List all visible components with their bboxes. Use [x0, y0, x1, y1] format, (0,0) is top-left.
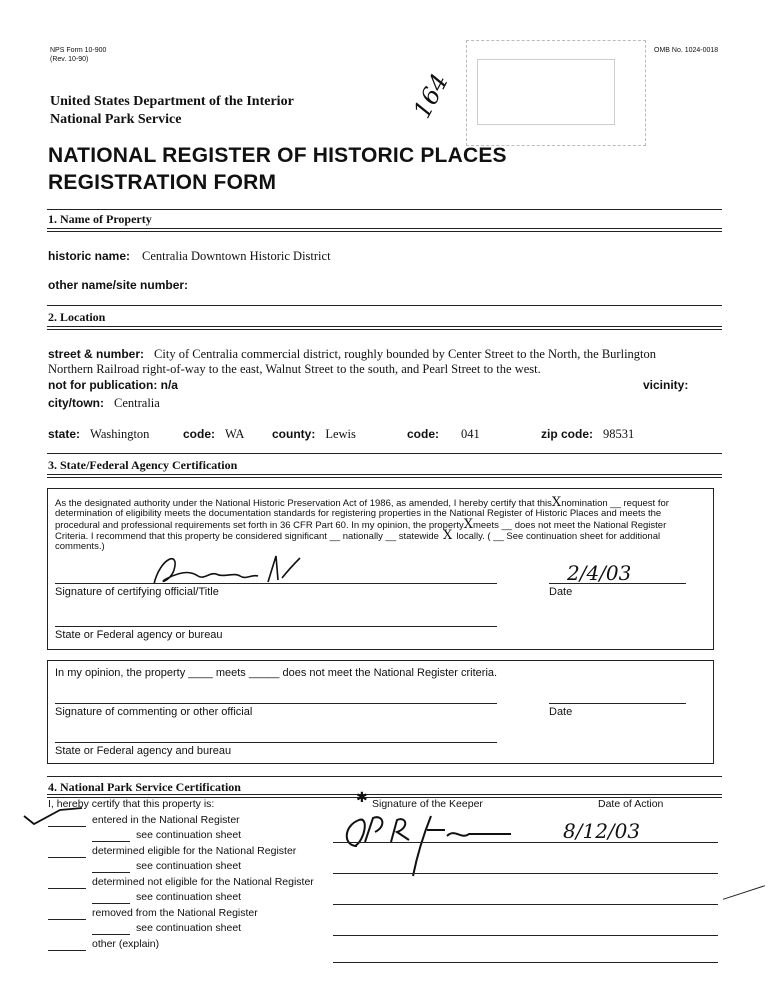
checkbox-line[interactable]: [92, 841, 130, 842]
handwritten-number: 164: [407, 69, 455, 123]
historic-name-value: Centralia Downtown Historic District: [142, 249, 331, 263]
item-removed-sub: see continuation sheet: [136, 922, 242, 934]
street-value-line2: Northern Railroad right-of-way to the east, Walnut Street to the south, and Pearl Street to the west.: [48, 362, 541, 376]
historic-name-row: [48, 247, 331, 265]
opinion-text: In my opinion, the property ____ meets _____ does not meet the National Register criteria.: [55, 667, 498, 679]
divider: [47, 305, 722, 306]
date-action-label: Date of Action: [598, 798, 664, 810]
keeper-arrow-icon: ✱: [356, 790, 368, 806]
cert-agency-label: State or Federal agency or bureau: [55, 629, 223, 641]
not-for-publication: not for publication: n/a: [48, 378, 178, 392]
department-name: United States Department of the Interior: [50, 94, 294, 109]
city-row: [48, 394, 160, 412]
cert-text-1b: nomination __ request for: [561, 498, 669, 509]
cert-text-line5: comments.): [55, 541, 105, 552]
section4-heading: 4. National Park Service Certification: [48, 780, 241, 794]
street-label: street & number:: [48, 347, 145, 361]
state-code-label: code:: [183, 427, 216, 441]
omb-number: OMB No. 1024-0018: [654, 47, 719, 54]
item-entered: entered in the National Register: [92, 814, 240, 826]
checkmark-icon: [20, 806, 86, 828]
item-removed: removed from the National Register: [92, 907, 258, 919]
form-title-line2: REGISTRATION FORM: [48, 171, 277, 194]
item-not-eligible: determined not eligible for the National Register: [92, 876, 314, 888]
city-label: city/town:: [48, 396, 104, 410]
cert-text-4a: Criteria. I recommend that this property be considered significant __ nationally __ statewide: [55, 531, 439, 542]
state-value: Washington: [90, 427, 150, 441]
divider: [47, 474, 722, 478]
form-id: NPS Form 10-900: [50, 47, 107, 54]
service-name: National Park Service: [50, 112, 182, 127]
county-label: county:: [272, 427, 316, 441]
checkbox-line[interactable]: [92, 872, 130, 873]
cert-text-3: procedural and professional requirements set forth in 36 CFR Part 60. In my opinion, the property: [55, 520, 464, 531]
state-code-field: [183, 425, 244, 443]
divider: [47, 326, 722, 330]
checkbox-line[interactable]: [48, 919, 86, 920]
cert-text-line2: determination of eligibility meets the documentation standards for registering properties in the National Register of Historic Places and meets the: [55, 508, 662, 519]
checkbox-line[interactable]: [92, 903, 130, 904]
county-code-label: code:: [407, 427, 440, 441]
other-name-label: other name/site number:: [48, 278, 189, 292]
county-value: Lewis: [325, 427, 356, 441]
state-label: state:: [48, 427, 81, 441]
agency-line: [55, 742, 497, 743]
vicinity-label: vicinity:: [643, 378, 689, 392]
cert-date-handwritten: 2/4/03: [567, 561, 632, 585]
checkbox-line[interactable]: [92, 934, 130, 935]
divider: [47, 776, 722, 777]
city-value: Centralia: [114, 396, 160, 410]
item-eligible: determined eligible for the National Register: [92, 845, 297, 857]
date-action-handwritten: 8/12/03: [563, 819, 641, 843]
signature-line: [55, 703, 497, 704]
sig-certifying-label: Signature of certifying official/Title: [55, 586, 219, 598]
section3-heading: 3. State/Federal Agency Certification: [48, 458, 238, 472]
county-field: [272, 425, 356, 443]
keeper-line: [333, 935, 718, 936]
keeper-label: Signature of the Keeper: [372, 798, 483, 810]
checkbox-line[interactable]: [48, 857, 86, 858]
state-code-value: WA: [225, 427, 245, 441]
keeper-line: [333, 962, 718, 963]
date-line: [549, 583, 686, 584]
county-code-value: 041: [461, 427, 480, 441]
street-value-line1: City of Centralia commercial district, roughly bounded by Center Street to the North, the Burlington: [154, 347, 657, 361]
checkmark-x: X: [551, 495, 562, 510]
divider: [47, 228, 722, 232]
item-eligible-sub: see continuation sheet: [136, 860, 242, 872]
cert-date-label: Date: [549, 586, 573, 598]
form-revision: (Rev. 10-90): [50, 56, 89, 63]
comment-date-label: Date: [549, 706, 573, 718]
cert-text-1: As the designated authority under the National Historic Preservation Act of 1986, as amended, I hereby certify that this: [55, 498, 552, 509]
checkmark-x: X: [438, 528, 457, 543]
item-entered-sub: see continuation sheet: [136, 829, 242, 841]
section2-heading: 2. Location: [48, 310, 106, 324]
street-row: [48, 345, 728, 363]
item-not-eligible-sub: see continuation sheet: [136, 891, 242, 903]
margin-mark: [723, 885, 765, 900]
nps-intro: I, hereby certify that this property is:: [48, 798, 215, 810]
divider: [47, 209, 722, 210]
county-code-field: [407, 425, 480, 443]
item-other: other (explain): [92, 938, 160, 950]
comment-sig-label: Signature of commenting or other official: [55, 706, 253, 718]
received-stamp: [466, 40, 646, 146]
agency-line: [55, 626, 497, 627]
comment-agency-label: State or Federal agency and bureau: [55, 745, 232, 757]
cert-text-4b: locally. ( __ See continuation sheet for additional: [456, 531, 661, 542]
keeper-line: [333, 842, 718, 843]
form-title-line1: NATIONAL REGISTER OF HISTORIC PLACES: [48, 144, 507, 167]
zip-value: 98531: [603, 427, 635, 441]
checkbox-line[interactable]: [48, 950, 86, 951]
zip-label: zip code:: [541, 427, 594, 441]
checkbox-line[interactable]: [48, 826, 86, 827]
zip-field: [541, 425, 634, 443]
state-field: [48, 425, 149, 443]
cert-text-3b: meets __ does not meet the National Register: [472, 520, 667, 531]
signature-line: [55, 583, 497, 584]
cert-text-line4: [55, 530, 660, 542]
section1-heading: 1. Name of Property: [48, 212, 152, 226]
divider: [47, 453, 722, 454]
keeper-line: [333, 873, 718, 874]
keeper-line: [333, 904, 718, 905]
checkmark-x: X: [463, 517, 473, 532]
historic-name-label: historic name:: [48, 249, 131, 263]
checkbox-line[interactable]: [48, 888, 86, 889]
date-line: [549, 703, 686, 704]
